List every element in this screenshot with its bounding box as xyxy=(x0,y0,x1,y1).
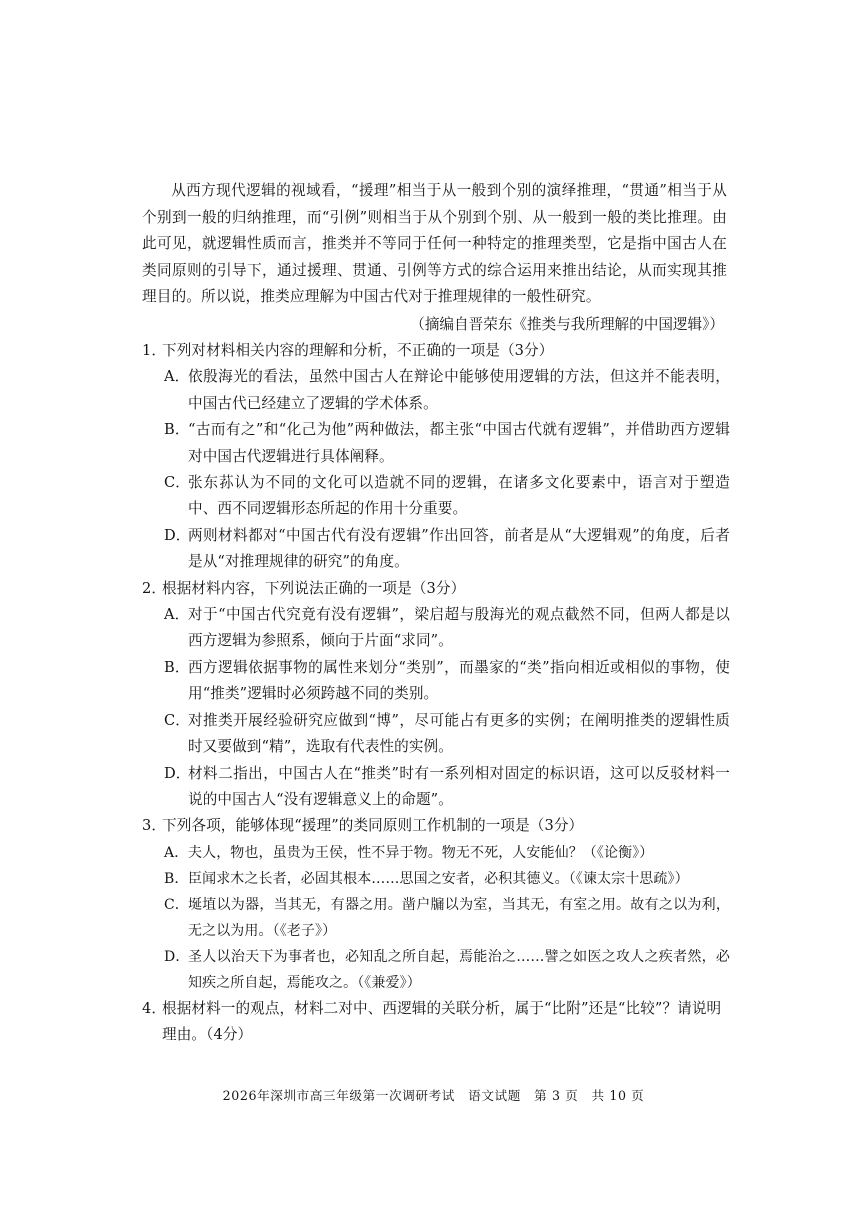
option-label: A． xyxy=(164,368,190,386)
option-text: 依殷海光的看法，虽然中国古人在辩论中能够使用逻辑的方法，但这并不能表明，中国古代已经建立了逻辑的学术体系。 xyxy=(188,368,730,412)
option-d xyxy=(142,523,730,576)
option-label: C． xyxy=(164,474,190,492)
question-stem: 根据材料一的观点，材料二对中、西逻辑的关联分析，属于“比附”还是“比较”？请说明理由。（4分） xyxy=(162,999,722,1044)
option-a xyxy=(142,602,730,655)
option-label: B． xyxy=(164,421,190,439)
question-number: 4． xyxy=(142,999,167,1017)
question-2 xyxy=(142,576,730,814)
question-stem: 下列对材料相关内容的理解和分析，不正确的一项是（3分） xyxy=(162,342,554,359)
option-label: B． xyxy=(164,658,190,676)
passage-paragraph: 从西方现代逻辑的视域看，“援理”相当于从一般到个别的演绎推理，“贯通”相当于从个别到一般的归纳推理，而“引例”则相当于从个别到个别、从一般到一般的类比推理。由此可见，就逻辑性质而言，推类并不等同于任何一种特定的推理类型，它是指中国古人在类同原则的引导下，通过援理、贯通、引例等方式的综合运用来推出结论，从而实现其推理目的。所以说，推类应理解为中国古代对于推理规律的一般性研究。 xyxy=(142,182,727,306)
reading-passage xyxy=(142,178,727,311)
option-label: D． xyxy=(164,526,191,544)
option-a xyxy=(142,364,730,417)
question-number: 3． xyxy=(142,817,167,835)
option-label: A． xyxy=(164,606,190,624)
question-number: 2． xyxy=(142,579,167,597)
question-stem: 下列各项，能够体现“援理”的类同原则工作机制的一项是（3分） xyxy=(162,817,584,835)
option-text: 两则材料都对“中国古代有没有逻辑”作出回答，前者是从“大逻辑观”的角度，后者是从“对推理规律的研究”的角度。 xyxy=(188,526,730,571)
option-text: 对推类开展经验研究应做到“博”，尽可能占有更多的实例；在阐明推类的逻辑性质时又要做到“精”，选取有代表性的实例。 xyxy=(188,711,730,756)
passage-source-citation: （摘编自晋荣东《推类与我所理解的中国逻辑》） xyxy=(410,316,724,333)
option-text: 圣人以治天下为事者也，必知乱之所自起，焉能治之……譬之如医之攻人之疾者然，必知疾之所自起，焉能攻之。（《兼爱》） xyxy=(188,948,730,991)
option-c xyxy=(142,892,730,944)
question-list xyxy=(142,338,730,1049)
option-c xyxy=(142,470,730,523)
option-text: 材料二指出，中国古人在“推类”时有一系列相对固定的标识语，这可以反驳材料一说的中国古人“没有逻辑意义上的命题”。 xyxy=(188,764,730,808)
option-a xyxy=(142,840,730,866)
question-1 xyxy=(142,338,730,576)
option-label: C． xyxy=(164,711,190,729)
option-text: 张东荪认为不同的文化可以造就不同的逻辑，在诸多文化要素中，语言对于塑造中、西不同逻辑形态所起的作用十分重要。 xyxy=(188,474,730,518)
option-label: B． xyxy=(164,870,189,887)
option-text: “古而有之”和“化己为他”两种做法，都主张“中国古代就有逻辑”，并借助西方逻辑对中国古代逻辑进行具体阐释。 xyxy=(188,421,730,465)
option-label: D． xyxy=(164,948,190,965)
option-c xyxy=(142,708,730,761)
option-text: 对于“中国古代究竟有没有逻辑”，梁启超与殷海光的观点截然不同，但两人都是以西方逻辑为参照系，倾向于片面“求同”。 xyxy=(188,606,730,650)
option-d xyxy=(142,944,730,996)
option-b xyxy=(142,417,730,470)
option-label: D． xyxy=(164,764,191,782)
question-4 xyxy=(142,996,730,1049)
option-b xyxy=(142,866,730,892)
option-label: A． xyxy=(164,844,189,861)
option-d xyxy=(142,761,730,814)
option-text: 夫人，物也，虽贵为王侯，性不异于物。物无不死，人安能仙？（《论衡》） xyxy=(188,844,654,861)
page-footer: 2026年深圳市高三年级第一次调研考试 语文试题 第 3 页 共 10 页 xyxy=(222,1088,645,1103)
option-label: C． xyxy=(164,896,189,913)
question-number: 1． xyxy=(142,342,167,359)
question-3 xyxy=(142,813,730,995)
option-b xyxy=(142,655,730,708)
option-text: 臣闻求木之长者，必固其根本……思国之安者，必积其德义。（《谏太宗十思疏》） xyxy=(188,870,689,887)
question-stem: 根据材料内容，下列说法正确的一项是（3分） xyxy=(162,579,466,597)
option-text: 西方逻辑依据事物的属性来划分“类别”，而墨家的“类”指向相近或相似的事物，使用“推类”逻辑时必须跨越不同的类别。 xyxy=(188,658,730,703)
option-text: 埏埴以为器，当其无，有器之用。凿户牖以为室，当其无，有室之用。故有之以为利，无之以为用。（《老子》） xyxy=(188,896,730,939)
